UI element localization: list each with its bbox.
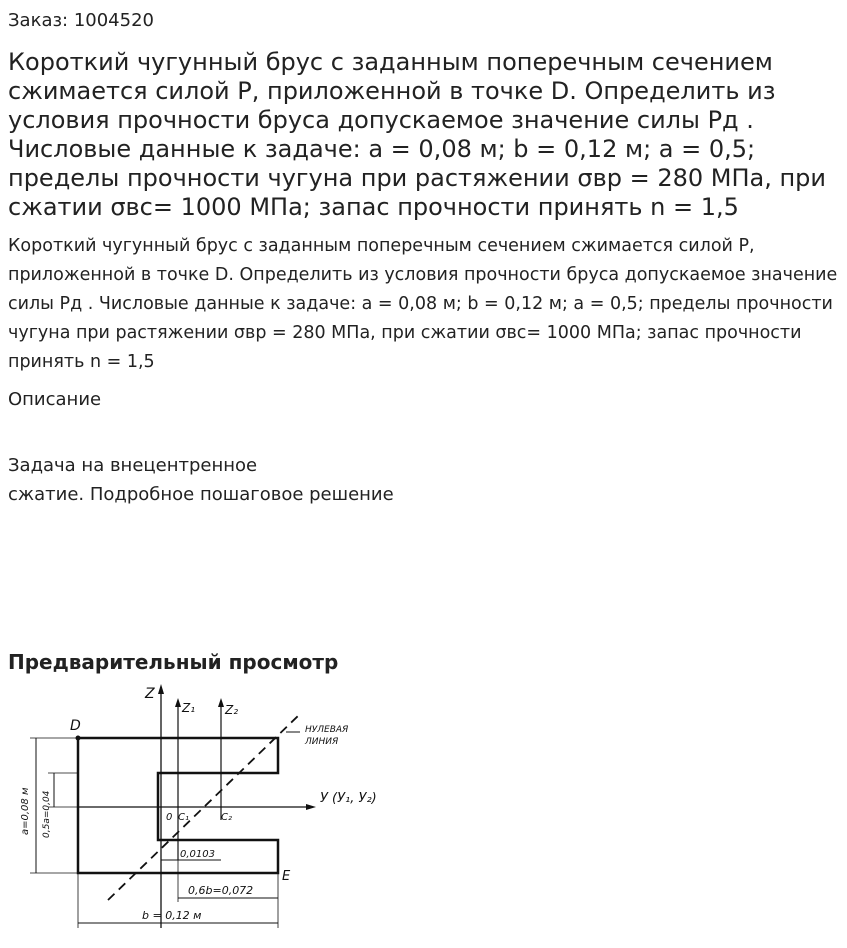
label-dim-0103: 0,0103: [180, 849, 215, 860]
label-z1: Z₁: [182, 701, 196, 715]
label-e: E: [282, 869, 291, 884]
y-axis-arrow: [306, 804, 316, 810]
label-neutral-2: ЛИНИЯ: [305, 737, 339, 747]
task-description: Короткий чугунный брус с заданным поперечным сечением сжимается силой Р, приложенной в точке D. Определить из условия прочности бруса допускаемое значение силы Рд . Числовые данные к задаче: а = 0,08 м; b = 0,12 м; а = 0,5; пределы прочности чугуна при растяжении σвр = 280 МПа, при сжатии σвс= 1000 МПа; запас прочности принять n = 1,5: [8, 236, 838, 372]
order-number: Заказ: 1004520: [8, 10, 154, 31]
label-neutral-1: НУЛЕВАЯ: [305, 725, 349, 735]
label-z: Z: [145, 686, 155, 702]
label-c1: C₁: [178, 812, 189, 823]
z1-axis-arrow: [175, 698, 181, 707]
z-axis-arrow: [158, 684, 164, 694]
label-d: D: [70, 718, 81, 734]
label-y: У (У₁, У₂): [320, 791, 377, 806]
z2-axis-arrow: [218, 698, 224, 707]
label-dim-06b: 0,6b=0,072: [188, 884, 254, 897]
preview-title: Предварительный просмотр: [8, 650, 339, 674]
description-line-2: сжатие. Подробное пошаговое решение: [8, 484, 394, 505]
label-dim-a: a=0,08 м: [20, 787, 31, 835]
label-dim-half-a: 0,5a=0,04: [42, 790, 52, 838]
label-dim-b: b = 0,12 м: [142, 909, 202, 922]
description-label: Описание: [8, 389, 102, 410]
description-body: [8, 451, 448, 509]
label-c2: C₂: [221, 812, 232, 823]
label-z2: Z₂: [225, 703, 239, 717]
label-o: 0: [166, 812, 173, 823]
preview-diagram: [8, 680, 428, 940]
page-title: Короткий чугунный брус с заданным поперечным сечением сжимается силой Р, приложенной в точке D. Определить из условия прочности бруса допускаемое значение силы Рд . Числовые данные к задаче: а = 0,08 м; b = 0,12 м; а = 0,5; пределы прочности чугуна при растяжении σвр = 280 МПа, при сжатии σвс= 1000 МПа; запас прочности принять n = 1,5: [8, 48, 827, 221]
description-line-1: Задача на внецентренное: [8, 455, 258, 476]
